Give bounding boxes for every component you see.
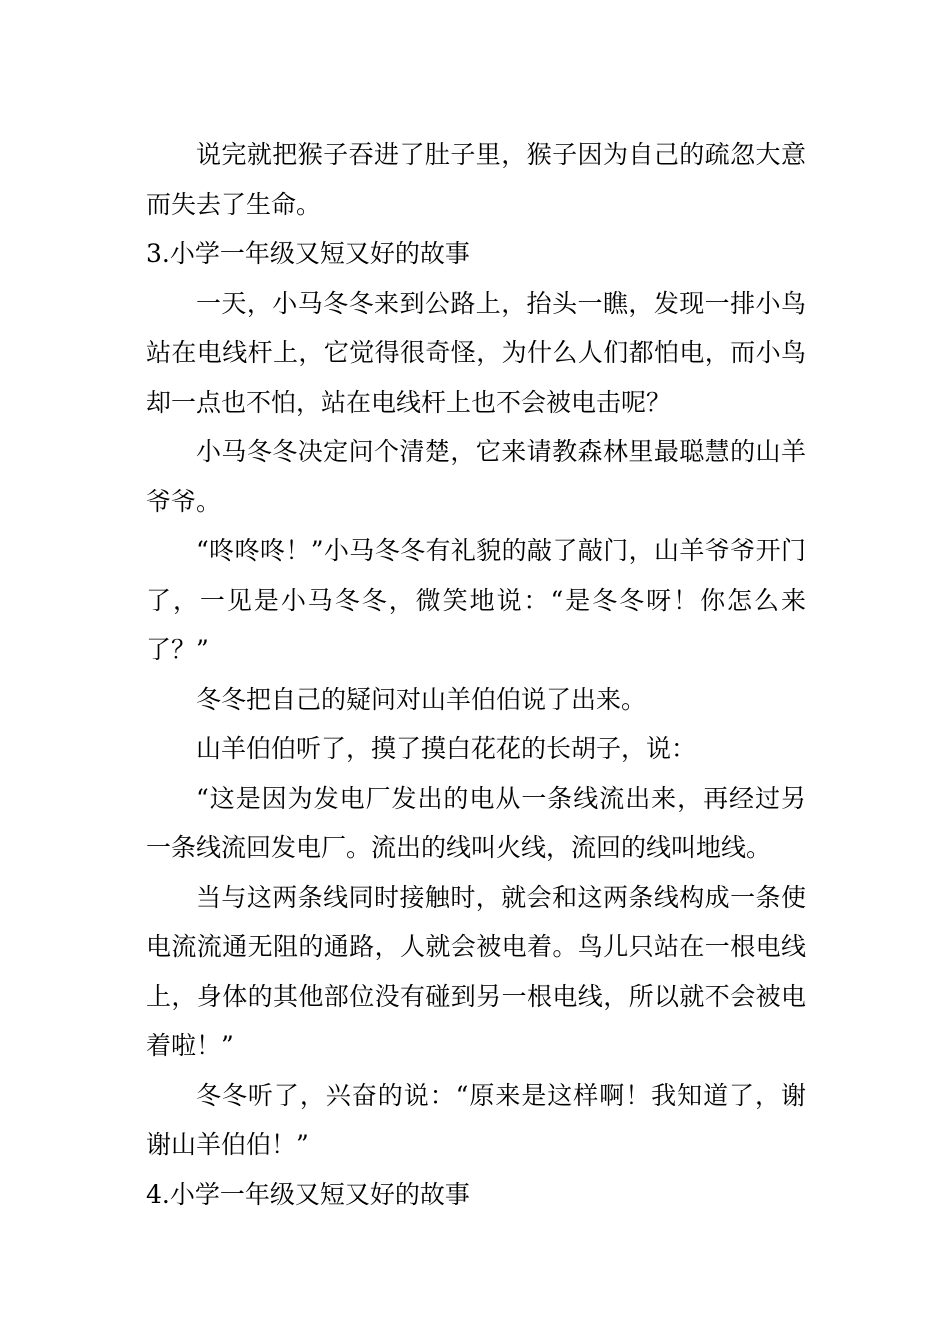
document-page — [146, 130, 806, 1219]
paragraph: 冬冬听了，兴奋的说：“原来是这样啊！我知道了，谢谢山羊伯伯！” — [146, 1080, 806, 1159]
section-heading: 4.小学一年级又短又好的故事 — [146, 1179, 470, 1209]
paragraph: 小马冬冬决定问个清楚，它来请教森林里最聪慧的山羊爷爷。 — [146, 437, 806, 516]
paragraph: “咚咚咚！”小马冬冬有礼貌的敲了敲门，山羊爷爷开门了，一见是小马冬冬，微笑地说：“是冬冬呀！你怎么来了？” — [146, 536, 806, 664]
paragraph: 说完就把猴子吞进了肚子里，猴子因为自己的疏忽大意而失去了生命。 — [146, 140, 806, 219]
paragraph: 山羊伯伯听了，摸了摸白花花的长胡子，说： — [196, 734, 697, 763]
paragraph: 当与这两条线同时接触时，就会和这两条线构成一条使电流流通无阻的通路，人就会被电着。鸟儿只站在一根电线上，身体的其他部位没有碰到另一根电线，所以就不会被电着啦！” — [146, 882, 806, 1060]
paragraph: 一天，小马冬冬来到公路上，抬头一瞧，发现一排小鸟站在电线杆上，它觉得很奇怪，为什么人们都怕电，而小鸟却一点也不怕，站在电线杆上也不会被电击呢？ — [146, 288, 806, 417]
section-heading: 3.小学一年级又短又好的故事 — [146, 239, 470, 268]
paragraph: 冬冬把自己的疑问对山羊伯伯说了出来。 — [196, 684, 647, 714]
paragraph: “这是因为发电厂发出的电从一条线流出来，再经过另一条线流回发电厂。流出的线叫火线，流回的线叫地线。 — [146, 783, 806, 862]
